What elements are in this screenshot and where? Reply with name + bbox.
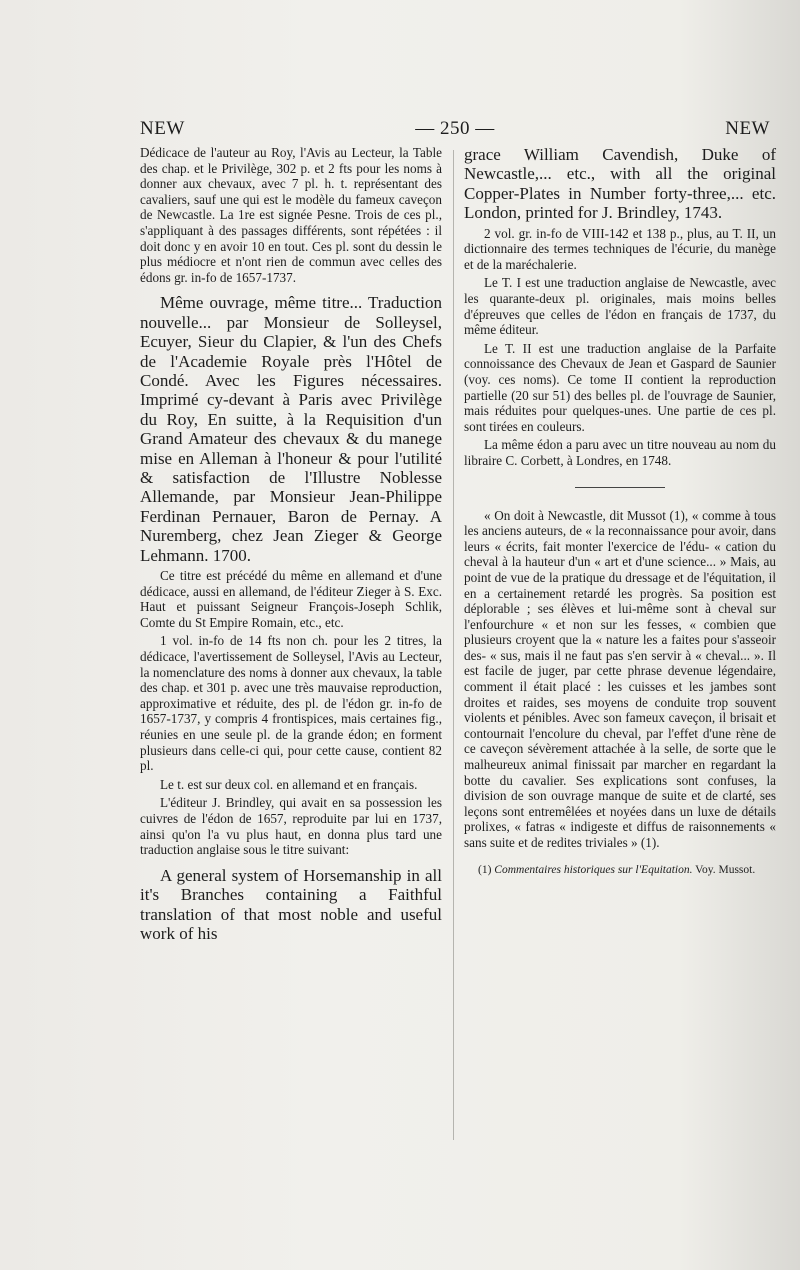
footnote-title: Commentaires historiques sur l'Equitation. xyxy=(494,863,693,876)
paragraph: Ce titre est précédé du même en allemand et d'une dédicace, aussi en allemand, de l'éditeur Zieger à S. Exc. Haut et puissant Seigneur François-Joseph Schlik, Comte du St Empire Romain, etc., etc. xyxy=(140,568,442,630)
quotation-paragraph: « On doit à Newcastle, dit Mussot (1), « comme à tous les anciens auteurs, de « la reconnaissance pour avoir, dans leurs « écrits, fait monter l'exercice de l'édu- « cation du cheval à la hauteur d'un « art et d'une science... » Mais, au point de vue de la pratique du dressage et de l'équitation, il en a certainement retardé les progrès. Sa position est déplorable ; ses élèves et lui-même sont à cheval sur l'enfourchure « et non sur les fesses, « combien que plusieurs croyent que la « nature les a faites pour s'asseoir des- « sus, mais il ne faut pas s'en servir à « cheval... ». Il est facile de juger, par cette phrase devenue légendaire, comment il était placé : les cuisses et les jambes sont droites et raides, ses moyens de conduite trop souvent violents et pénibles. Avec son fameux caveçon, il brisait et contournait l'encolure du cheval, par l'effet d'une rène de ce caveçon sévèrement attachée à la selle, de sorte que le malheureux animal finissait par marcher en regardant la botte du cavalier. Ses explications sont confuses, la division de son ouvrage manque de suite et de clarté, ses leçons sont entremêlées et noyées dans un luxe de détails prolixes, « fatras « indigeste et diffus de raisonnements « sans suite et de redites triviales » (1). xyxy=(464,507,776,850)
column-divider xyxy=(453,150,454,1140)
footnote xyxy=(464,863,776,877)
paragraph: Le t. est sur deux col. en allemand et en français. xyxy=(160,776,418,792)
header-left-entry: NEW xyxy=(140,118,185,139)
page-number: — 250 — xyxy=(415,118,495,139)
title-paragraph: grace William Cavendish, Duke of Newcastle,... etc., with all the original Copper-Plates in Number forty-three,... etc. London, printed for J. Brindley, 1743. xyxy=(464,145,776,223)
running-header xyxy=(140,118,770,142)
paragraph: La même édon a paru avec un titre nouveau au nom du libraire C. Corbett, à Londres, en 1748. xyxy=(464,437,776,468)
left-column xyxy=(140,145,442,943)
paragraph: 1 vol. in-fo de 14 fts non ch. pour les 2 titres, la dédicace, l'avertissement de Solleysel, l'Avis au Lecteur, la nomenclature des noms à donner aux chevaux, la table des chap. et 301 p. avec une très mauvaise reproduction, approximative et réduite, des pl. de l'édon gr. in-fo de 1657-1737, y compris 4 frontispices, mais certaines fig., réunies en une seule pl. de la grande édon; en forment plusieurs dans celle-ci qui, pour cette cause, contient 82 pl. xyxy=(140,633,442,774)
section-separator xyxy=(575,487,665,488)
right-column xyxy=(464,145,776,877)
header-right-entry: NEW xyxy=(725,118,770,139)
paragraph: L'éditeur J. Brindley, qui avait en sa possession les cuivres de l'édon de 1657, reproduite par lui en 1737, ainsi qu'on l'a vu plus haut, en donna plus tard une traduction anglaise sous le titre suivant: xyxy=(140,795,442,858)
paragraph: 2 vol. gr. in-fo de VIII-142 et 138 p., plus, au T. II, un dictionnaire des termes techniques de l'écurie, du manège et de la maréchalerie. xyxy=(464,225,776,272)
paragraph: Le T. II est une traduction anglaise de la Parfaite connoissance des Chevaux de Jean et Gaspard de Saunier (voy. ces noms). Ce tome II contient la reproduction partielle (20 sur 51) des belles pl. de l'ouvrage de Saunier, mais réduites pour quelques-unes. Une partie de ces pl. sont tirées en couleurs. xyxy=(464,340,776,434)
title-paragraph: Même ouvrage, même titre... Traduction nouvelle... par Monsieur de Solleysel, Ecuyer, Sieur du Clapier, & l'un des Chefs de l'Academie Royale près l'Hôtel de Condé. Avec les Figures nécessaires. Imprimé cy-devant à Paris avec Privilège du Roy, En suitte, à la Requisition d'un Grand Amateur des chevaux & du manege mise en Alleman à l'honeur & pour l'utilité & satisfaction de l'Illustre Noblesse Allemande, par Monsieur Jean-Philippe Ferdinan Pernauer, Baron de Pernay. A Nuremberg, chez Jean Zieger & George Lehmann. 1700. xyxy=(140,293,442,565)
paragraph: Le T. I est une traduction anglaise de Newcastle, avec les quarante-deux pl. originales, mais moins belles d'épreuves que celles de l'édon en français de 1737, du même éditeur. xyxy=(464,275,776,338)
footnote-source: Voy. Mussot. xyxy=(695,863,756,876)
paragraph: Dédicace de l'auteur au Roy, l'Avis au Lecteur, la Table des chap. et le Privilège, 302 p. et 2 fts pour les noms à donner aux chevaux, avec 7 pl. h. t. représentant des cavaliers, sauf une qui est le modèle du fameux caveçon de Newcastle. La 1re est signée Pesne. Trois de ces pl., s'appliquant à des passages différents, sont répétées : il doit donc y en avoir 10 en tout. Ces pl. sont du dessin le plus médiocre et n'ont rien de commun avec celles des édons gr. in-fo de 1657-1737. xyxy=(140,145,442,285)
title-paragraph: A general system of Horsemanship in all it's Branches containing a Faithful translation of that most noble and useful work of his xyxy=(140,865,442,943)
footnote-marker: (1) xyxy=(478,863,492,876)
